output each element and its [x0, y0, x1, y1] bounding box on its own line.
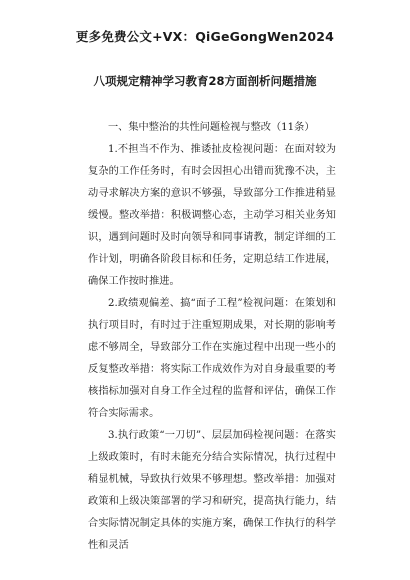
document-body — [88, 117, 336, 557]
paragraph-item-3: 3.执行政策“一刀切”、层层加码检视问题：在落实上级政策时，有时未能充分结合实际情况，执行过程中稍显机械，导致执行效果不够理想。整改举措：加强对政策和上级决策部署的学习和研究，提高执行能力，结合实际情况制定具体的实施方案，确保工作执行的科学性和灵活 — [88, 430, 336, 551]
paragraph-item-2: 2.政绩观偏差、搞“面子工程”检视问题：在策划和执行项目时，有时过于注重短期成果，对长期的影响考虑不够周全，导致部分工作在实施过程中出现一些小的反复整改举措：将实际工作成效作为对自身最重要的考核指标加强对自身工作全过程的监督和评估，确保工作符合实际需求。 — [88, 298, 336, 419]
paragraph-item-1: 1.不担当不作为、推诿扯皮检视问题：在面对较为复杂的工作任务时，有时会因担心出错而犹豫不决，主动寻求解决方案的意识不够强，导致部分工作推进稍显缓慢。整改举措：积极调整心态，主动学习相关业务知识，遇到问题时及时向领导和同事请教，制定详细的工作计划，明确各阶段目标和任务，定期总结工作进展，确保工作按时推进。 — [88, 144, 336, 287]
document-title: 八项规定精神学习教育28方面剖析问题措施 — [93, 74, 317, 88]
watermark-text: 更多免费公文+VX：QiGeGongWen2024 — [75, 29, 335, 44]
section-heading: 一、集中整治的共性问题检视与整改（11条） — [108, 122, 315, 133]
